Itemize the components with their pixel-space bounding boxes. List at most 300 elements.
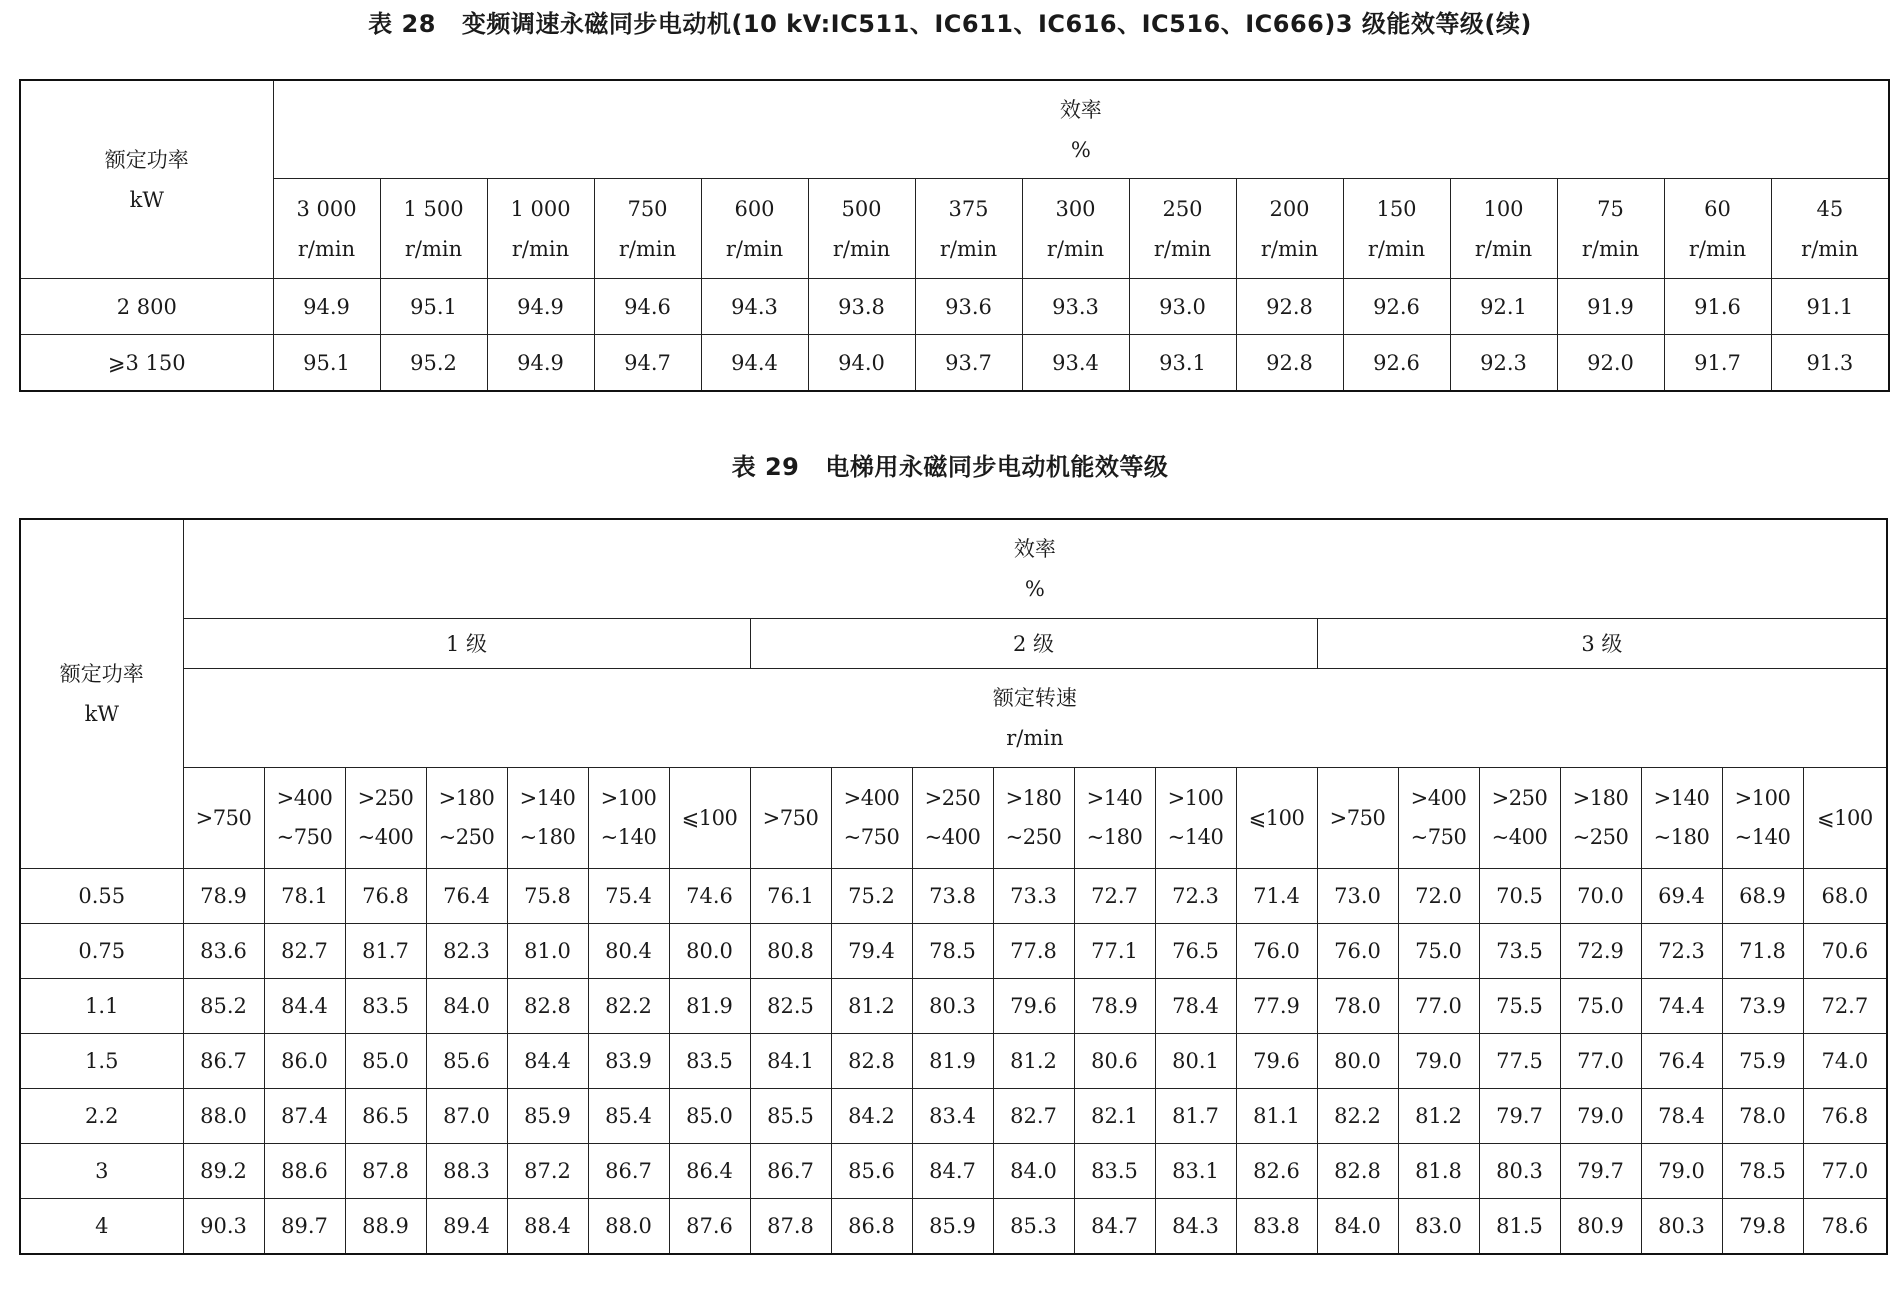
rated-speed-header — [183, 669, 1887, 768]
efficiency-cell: 85.9 — [912, 1199, 993, 1255]
efficiency-cell: 79.6 — [1236, 1034, 1317, 1089]
efficiency-cell: 71.8 — [1722, 924, 1803, 979]
efficiency-cell: 72.3 — [1155, 869, 1236, 924]
speed-range-lower: >250 — [1491, 786, 1548, 810]
efficiency-cell: 77.1 — [1074, 924, 1155, 979]
speed-range-upper: ~140 — [1167, 825, 1224, 849]
speed-value: 100 — [1483, 196, 1524, 221]
efficiency-cell: 81.0 — [507, 924, 588, 979]
efficiency-cell: 92.1 — [1450, 279, 1557, 335]
efficiency-cell: 75.9 — [1722, 1034, 1803, 1089]
efficiency-cell: 81.9 — [912, 1034, 993, 1089]
table-row — [20, 335, 1889, 392]
speed-value: 1 500 — [403, 196, 464, 221]
efficiency-cell: 78.5 — [1722, 1144, 1803, 1199]
speed-header-cell — [1557, 179, 1664, 279]
efficiency-cell: 82.8 — [1317, 1144, 1398, 1199]
speed-range-upper: ~400 — [357, 825, 414, 849]
speed-range-lower: ⩽100 — [1248, 806, 1305, 830]
efficiency-cell: 82.7 — [993, 1089, 1074, 1144]
power-cell: 2.2 — [20, 1089, 183, 1144]
speed-range-lower: >250 — [924, 786, 981, 810]
efficiency-cell: 84.7 — [1074, 1199, 1155, 1255]
efficiency-cell: 79.7 — [1560, 1144, 1641, 1199]
speed-header-cell — [1236, 179, 1343, 279]
table-row — [20, 1089, 1887, 1144]
efficiency-cell: 80.3 — [1479, 1144, 1560, 1199]
power-cell: ⩾3 150 — [20, 335, 273, 392]
efficiency-cell: 78.9 — [1074, 979, 1155, 1034]
efficiency-cell: 84.0 — [993, 1144, 1074, 1199]
speed-unit: r/min — [832, 236, 891, 261]
speed-value: 500 — [841, 196, 882, 221]
efficiency-cell: 93.4 — [1022, 335, 1129, 392]
speed-range-cell — [588, 768, 669, 869]
speed-range-lower: >250 — [357, 786, 414, 810]
efficiency-cell: 79.7 — [1479, 1089, 1560, 1144]
speed-value: 45 — [1816, 196, 1844, 221]
speed-value: 150 — [1376, 196, 1417, 221]
speed-range-lower: >400 — [1410, 786, 1467, 810]
efficiency-cell: 86.0 — [264, 1034, 345, 1089]
efficiency-cell: 83.6 — [183, 924, 264, 979]
speed-range-lower: >180 — [1005, 786, 1062, 810]
table-29-efficiency-header — [183, 519, 1887, 619]
efficiency-cell: 78.6 — [1803, 1199, 1887, 1255]
efficiency-cell: 84.2 — [831, 1089, 912, 1144]
speed-header-cell — [487, 179, 594, 279]
efficiency-unit: % — [1070, 137, 1091, 162]
efficiency-cell: 86.8 — [831, 1199, 912, 1255]
speed-range-cell — [1560, 768, 1641, 869]
efficiency-cell: 91.1 — [1771, 279, 1889, 335]
efficiency-cell: 77.5 — [1479, 1034, 1560, 1089]
speed-value: 60 — [1704, 196, 1731, 221]
efficiency-cell: 80.8 — [750, 924, 831, 979]
speed-range-cell — [1479, 768, 1560, 869]
efficiency-cell: 94.6 — [594, 279, 701, 335]
efficiency-cell: 81.5 — [1479, 1199, 1560, 1255]
efficiency-cell: 91.6 — [1664, 279, 1771, 335]
efficiency-cell: 77.9 — [1236, 979, 1317, 1034]
efficiency-cell: 88.0 — [588, 1199, 669, 1255]
efficiency-cell: 80.3 — [912, 979, 993, 1034]
efficiency-cell: 86.7 — [750, 1144, 831, 1199]
speed-range-lower: ⩽100 — [1817, 806, 1873, 830]
efficiency-cell: 72.7 — [1803, 979, 1887, 1034]
grade-1-header: 1 级 — [183, 619, 750, 669]
efficiency-cell: 76.1 — [750, 869, 831, 924]
speed-range-upper: ~400 — [1491, 825, 1548, 849]
speed-range-cell — [912, 768, 993, 869]
efficiency-cell: 70.0 — [1560, 869, 1641, 924]
table-28-speed-row — [20, 179, 1889, 279]
speed-range-lower: >140 — [1086, 786, 1143, 810]
power-cell: 4 — [20, 1199, 183, 1255]
efficiency-cell: 78.9 — [183, 869, 264, 924]
table-29-title: 电梯用永磁同步电动机能效等级 — [825, 453, 1169, 481]
table-29-header-row-1 — [20, 519, 1887, 619]
table-29-number: 表 29 — [731, 453, 800, 481]
power-cell: 2 800 — [20, 279, 273, 335]
efficiency-cell: 82.2 — [1317, 1089, 1398, 1144]
efficiency-cell: 88.3 — [426, 1144, 507, 1199]
efficiency-cell: 92.3 — [1450, 335, 1557, 392]
efficiency-cell: 78.4 — [1641, 1089, 1722, 1144]
efficiency-cell: 87.2 — [507, 1144, 588, 1199]
efficiency-cell: 78.1 — [264, 869, 345, 924]
efficiency-cell: 92.6 — [1343, 279, 1450, 335]
speed-range-lower: >400 — [843, 786, 900, 810]
power-unit: kW — [84, 702, 119, 726]
efficiency-cell: 93.8 — [808, 279, 915, 335]
efficiency-cell: 82.1 — [1074, 1089, 1155, 1144]
speed-range-lower: >100 — [600, 786, 657, 810]
efficiency-cell: 85.0 — [345, 1034, 426, 1089]
efficiency-cell: 85.3 — [993, 1199, 1074, 1255]
efficiency-cell: 81.7 — [1155, 1089, 1236, 1144]
efficiency-cell: 92.8 — [1236, 279, 1343, 335]
efficiency-cell: 92.6 — [1343, 335, 1450, 392]
speed-range-lower: >100 — [1167, 786, 1224, 810]
speed-header-cell — [915, 179, 1022, 279]
speed-unit: r/min — [1046, 236, 1105, 261]
speed-value: 75 — [1597, 196, 1624, 221]
efficiency-cell: 83.5 — [1074, 1144, 1155, 1199]
speed-range-cell — [1155, 768, 1236, 869]
speed-range-upper: ~140 — [1734, 825, 1791, 849]
speed-value: 1 000 — [510, 196, 571, 221]
power-cell: 0.75 — [20, 924, 183, 979]
speed-range-lower: >750 — [195, 806, 252, 830]
efficiency-cell: 84.0 — [1317, 1199, 1398, 1255]
efficiency-cell: 83.5 — [669, 1034, 750, 1089]
speed-range-lower: >140 — [1653, 786, 1710, 810]
speed-unit: r/min — [1367, 236, 1426, 261]
efficiency-cell: 68.0 — [1803, 869, 1887, 924]
speed-header-cell — [701, 179, 808, 279]
efficiency-cell: 93.7 — [915, 335, 1022, 392]
efficiency-cell: 76.8 — [345, 869, 426, 924]
speed-unit: r/min — [725, 236, 784, 261]
efficiency-cell: 83.5 — [345, 979, 426, 1034]
table-29 — [19, 518, 1888, 1255]
speed-range-cell — [750, 768, 831, 869]
efficiency-cell: 79.6 — [993, 979, 1074, 1034]
speed-range-cell — [345, 768, 426, 869]
table-29-speed-range-row — [20, 768, 1887, 869]
efficiency-cell: 81.2 — [1398, 1089, 1479, 1144]
table-row — [20, 1034, 1887, 1089]
efficiency-cell: 83.9 — [588, 1034, 669, 1089]
efficiency-cell: 82.7 — [264, 924, 345, 979]
efficiency-cell: 88.6 — [264, 1144, 345, 1199]
efficiency-cell: 78.0 — [1317, 979, 1398, 1034]
efficiency-cell: 87.6 — [669, 1199, 750, 1255]
efficiency-cell: 72.0 — [1398, 869, 1479, 924]
efficiency-cell: 76.0 — [1317, 924, 1398, 979]
speed-header-cell — [1450, 179, 1557, 279]
efficiency-cell: 94.9 — [273, 279, 380, 335]
speed-unit: r/min — [1581, 236, 1640, 261]
speed-unit: r/min — [939, 236, 998, 261]
speed-header-cell — [594, 179, 701, 279]
table-28-efficiency-header — [273, 80, 1889, 179]
speed-unit: r/min — [404, 236, 463, 261]
efficiency-unit: % — [1024, 577, 1045, 601]
efficiency-cell: 80.6 — [1074, 1034, 1155, 1089]
power-label: 额定功率 — [104, 147, 189, 172]
efficiency-cell: 93.6 — [915, 279, 1022, 335]
efficiency-cell: 83.1 — [1155, 1144, 1236, 1199]
speed-unit: r/min — [1474, 236, 1533, 261]
speed-range-cell — [993, 768, 1074, 869]
speed-range-lower: >750 — [762, 806, 819, 830]
efficiency-cell: 87.4 — [264, 1089, 345, 1144]
efficiency-cell: 91.7 — [1664, 335, 1771, 392]
speed-range-upper: ~140 — [600, 825, 657, 849]
efficiency-cell: 72.9 — [1560, 924, 1641, 979]
efficiency-cell: 90.3 — [183, 1199, 264, 1255]
efficiency-cell: 73.8 — [912, 869, 993, 924]
efficiency-cell: 84.0 — [426, 979, 507, 1034]
speed-range-cell — [1722, 768, 1803, 869]
speed-unit: r/min — [1688, 236, 1747, 261]
efficiency-cell: 87.0 — [426, 1089, 507, 1144]
speed-range-cell — [1803, 768, 1887, 869]
efficiency-cell: 78.4 — [1155, 979, 1236, 1034]
efficiency-cell: 77.0 — [1560, 1034, 1641, 1089]
speed-value: 3 000 — [296, 196, 357, 221]
efficiency-cell: 87.8 — [345, 1144, 426, 1199]
efficiency-cell: 79.4 — [831, 924, 912, 979]
speed-range-upper: ~180 — [519, 825, 576, 849]
efficiency-cell: 71.4 — [1236, 869, 1317, 924]
speed-range-upper: ~250 — [1005, 825, 1062, 849]
efficiency-cell: 93.1 — [1129, 335, 1236, 392]
efficiency-cell: 75.4 — [588, 869, 669, 924]
speed-value: 600 — [734, 196, 775, 221]
efficiency-cell: 94.4 — [701, 335, 808, 392]
efficiency-cell: 80.1 — [1155, 1034, 1236, 1089]
efficiency-cell: 94.0 — [808, 335, 915, 392]
speed-range-cell — [264, 768, 345, 869]
speed-range-cell — [1317, 768, 1398, 869]
speed-value: 750 — [627, 196, 668, 221]
efficiency-cell: 76.4 — [426, 869, 507, 924]
efficiency-cell: 85.6 — [426, 1034, 507, 1089]
efficiency-cell: 80.9 — [1560, 1199, 1641, 1255]
efficiency-cell: 85.4 — [588, 1089, 669, 1144]
efficiency-cell: 83.8 — [1236, 1199, 1317, 1255]
efficiency-cell: 81.2 — [993, 1034, 1074, 1089]
speed-range-cell — [1641, 768, 1722, 869]
efficiency-cell: 84.4 — [264, 979, 345, 1034]
efficiency-cell: 79.0 — [1398, 1034, 1479, 1089]
efficiency-cell: 78.0 — [1722, 1089, 1803, 1144]
speed-header-cell — [1771, 179, 1889, 279]
power-unit: kW — [129, 187, 164, 212]
efficiency-cell: 82.8 — [507, 979, 588, 1034]
efficiency-cell: 80.0 — [669, 924, 750, 979]
efficiency-cell: 79.8 — [1722, 1199, 1803, 1255]
speed-range-cell — [1398, 768, 1479, 869]
efficiency-cell: 73.5 — [1479, 924, 1560, 979]
rated-speed-label: 额定转速 — [992, 686, 1077, 710]
efficiency-cell: 95.2 — [380, 335, 487, 392]
efficiency-cell: 81.8 — [1398, 1144, 1479, 1199]
efficiency-cell: 75.8 — [507, 869, 588, 924]
efficiency-cell: 79.0 — [1560, 1089, 1641, 1144]
speed-range-upper: ~750 — [843, 825, 900, 849]
efficiency-cell: 80.0 — [1317, 1034, 1398, 1089]
efficiency-cell: 77.0 — [1803, 1144, 1887, 1199]
efficiency-cell: 85.2 — [183, 979, 264, 1034]
speed-range-lower: >180 — [1572, 786, 1629, 810]
table-row — [20, 869, 1887, 924]
efficiency-cell: 85.9 — [507, 1089, 588, 1144]
speed-unit: r/min — [1801, 236, 1859, 261]
power-cell: 0.55 — [20, 869, 183, 924]
efficiency-cell: 95.1 — [380, 279, 487, 335]
table-row — [20, 279, 1889, 335]
efficiency-cell: 84.7 — [912, 1144, 993, 1199]
efficiency-cell: 76.0 — [1236, 924, 1317, 979]
speed-range-cell — [183, 768, 264, 869]
speed-range-lower: >140 — [519, 786, 576, 810]
speed-range-lower: >750 — [1329, 806, 1386, 830]
efficiency-cell: 92.0 — [1557, 335, 1664, 392]
table-29-power-header — [20, 519, 183, 869]
table-29-speed-label-row — [20, 669, 1887, 768]
efficiency-cell: 75.2 — [831, 869, 912, 924]
efficiency-cell: 94.3 — [701, 279, 808, 335]
speed-header-cell — [380, 179, 487, 279]
speed-header-cell — [1022, 179, 1129, 279]
efficiency-cell: 81.9 — [669, 979, 750, 1034]
speed-range-upper: ~400 — [924, 825, 981, 849]
table-29-grade-row — [20, 619, 1887, 669]
speed-range-lower: >180 — [438, 786, 495, 810]
speed-range-upper: ~250 — [438, 825, 495, 849]
efficiency-cell: 78.5 — [912, 924, 993, 979]
speed-range-upper: ~180 — [1086, 825, 1143, 849]
efficiency-cell: 88.9 — [345, 1199, 426, 1255]
speed-header-cell — [1129, 179, 1236, 279]
efficiency-cell: 82.8 — [831, 1034, 912, 1089]
speed-range-upper: ~180 — [1653, 825, 1710, 849]
table-28-header-row-1 — [20, 80, 1889, 179]
power-cell: 3 — [20, 1144, 183, 1199]
speed-range-lower: ⩽100 — [681, 806, 738, 830]
efficiency-cell: 83.0 — [1398, 1199, 1479, 1255]
table-28-power-header — [20, 80, 273, 279]
speed-range-cell — [831, 768, 912, 869]
efficiency-cell: 73.9 — [1722, 979, 1803, 1034]
efficiency-cell: 82.3 — [426, 924, 507, 979]
table-28 — [19, 79, 1890, 392]
speed-header-cell — [273, 179, 380, 279]
efficiency-cell: 69.4 — [1641, 869, 1722, 924]
table-row — [20, 1144, 1887, 1199]
speed-range-cell — [1074, 768, 1155, 869]
efficiency-cell: 91.3 — [1771, 335, 1889, 392]
efficiency-cell: 86.7 — [588, 1144, 669, 1199]
efficiency-cell: 73.3 — [993, 869, 1074, 924]
efficiency-cell: 82.2 — [588, 979, 669, 1034]
efficiency-cell: 84.3 — [1155, 1199, 1236, 1255]
efficiency-cell: 93.3 — [1022, 279, 1129, 335]
efficiency-cell: 81.2 — [831, 979, 912, 1034]
efficiency-cell: 84.1 — [750, 1034, 831, 1089]
speed-header-cell — [808, 179, 915, 279]
efficiency-cell: 80.3 — [1641, 1199, 1722, 1255]
speed-unit: r/min — [511, 236, 570, 261]
speed-unit: r/min — [297, 236, 356, 261]
table-28-number: 表 28 — [368, 10, 436, 38]
efficiency-cell: 87.8 — [750, 1199, 831, 1255]
efficiency-cell: 76.4 — [1641, 1034, 1722, 1089]
efficiency-cell: 76.5 — [1155, 924, 1236, 979]
efficiency-cell: 80.4 — [588, 924, 669, 979]
power-cell: 1.1 — [20, 979, 183, 1034]
efficiency-cell: 83.4 — [912, 1089, 993, 1144]
efficiency-cell: 84.4 — [507, 1034, 588, 1089]
efficiency-cell: 89.2 — [183, 1144, 264, 1199]
efficiency-label: 效率 — [1059, 97, 1102, 122]
speed-range-upper: ~250 — [1572, 825, 1629, 849]
efficiency-cell: 77.8 — [993, 924, 1074, 979]
efficiency-cell: 73.0 — [1317, 869, 1398, 924]
efficiency-cell: 74.4 — [1641, 979, 1722, 1034]
efficiency-cell: 92.8 — [1236, 335, 1343, 392]
efficiency-cell: 74.0 — [1803, 1034, 1887, 1089]
efficiency-cell: 81.1 — [1236, 1089, 1317, 1144]
speed-range-lower: >100 — [1734, 786, 1791, 810]
power-cell: 1.5 — [20, 1034, 183, 1089]
efficiency-cell: 72.3 — [1641, 924, 1722, 979]
table-row — [20, 924, 1887, 979]
table-28-caption — [0, 8, 1900, 40]
rated-speed-unit: r/min — [1006, 726, 1064, 750]
speed-value: 250 — [1162, 196, 1203, 221]
speed-header-cell — [1343, 179, 1450, 279]
efficiency-cell: 75.0 — [1560, 979, 1641, 1034]
efficiency-cell: 86.7 — [183, 1034, 264, 1089]
efficiency-cell: 85.6 — [831, 1144, 912, 1199]
efficiency-cell: 75.5 — [1479, 979, 1560, 1034]
table-row — [20, 1199, 1887, 1255]
efficiency-cell: 77.0 — [1398, 979, 1479, 1034]
efficiency-cell: 95.1 — [273, 335, 380, 392]
efficiency-cell: 82.6 — [1236, 1144, 1317, 1199]
efficiency-cell: 72.7 — [1074, 869, 1155, 924]
efficiency-cell: 93.0 — [1129, 279, 1236, 335]
efficiency-cell: 91.9 — [1557, 279, 1664, 335]
efficiency-cell: 88.4 — [507, 1199, 588, 1255]
speed-header-cell — [1664, 179, 1771, 279]
speed-value: 300 — [1055, 196, 1096, 221]
table-row — [20, 979, 1887, 1034]
speed-value: 200 — [1269, 196, 1310, 221]
table-28-title: 变频调速永磁同步电动机(10 kV:IC511、IC611、IC616、IC516、IC666)3 级能效等级(续) — [461, 10, 1532, 38]
grade-2-header: 2 级 — [750, 619, 1317, 669]
efficiency-cell: 70.6 — [1803, 924, 1887, 979]
efficiency-cell: 86.4 — [669, 1144, 750, 1199]
power-label: 额定功率 — [59, 662, 144, 686]
efficiency-cell: 94.7 — [594, 335, 701, 392]
efficiency-cell: 81.7 — [345, 924, 426, 979]
